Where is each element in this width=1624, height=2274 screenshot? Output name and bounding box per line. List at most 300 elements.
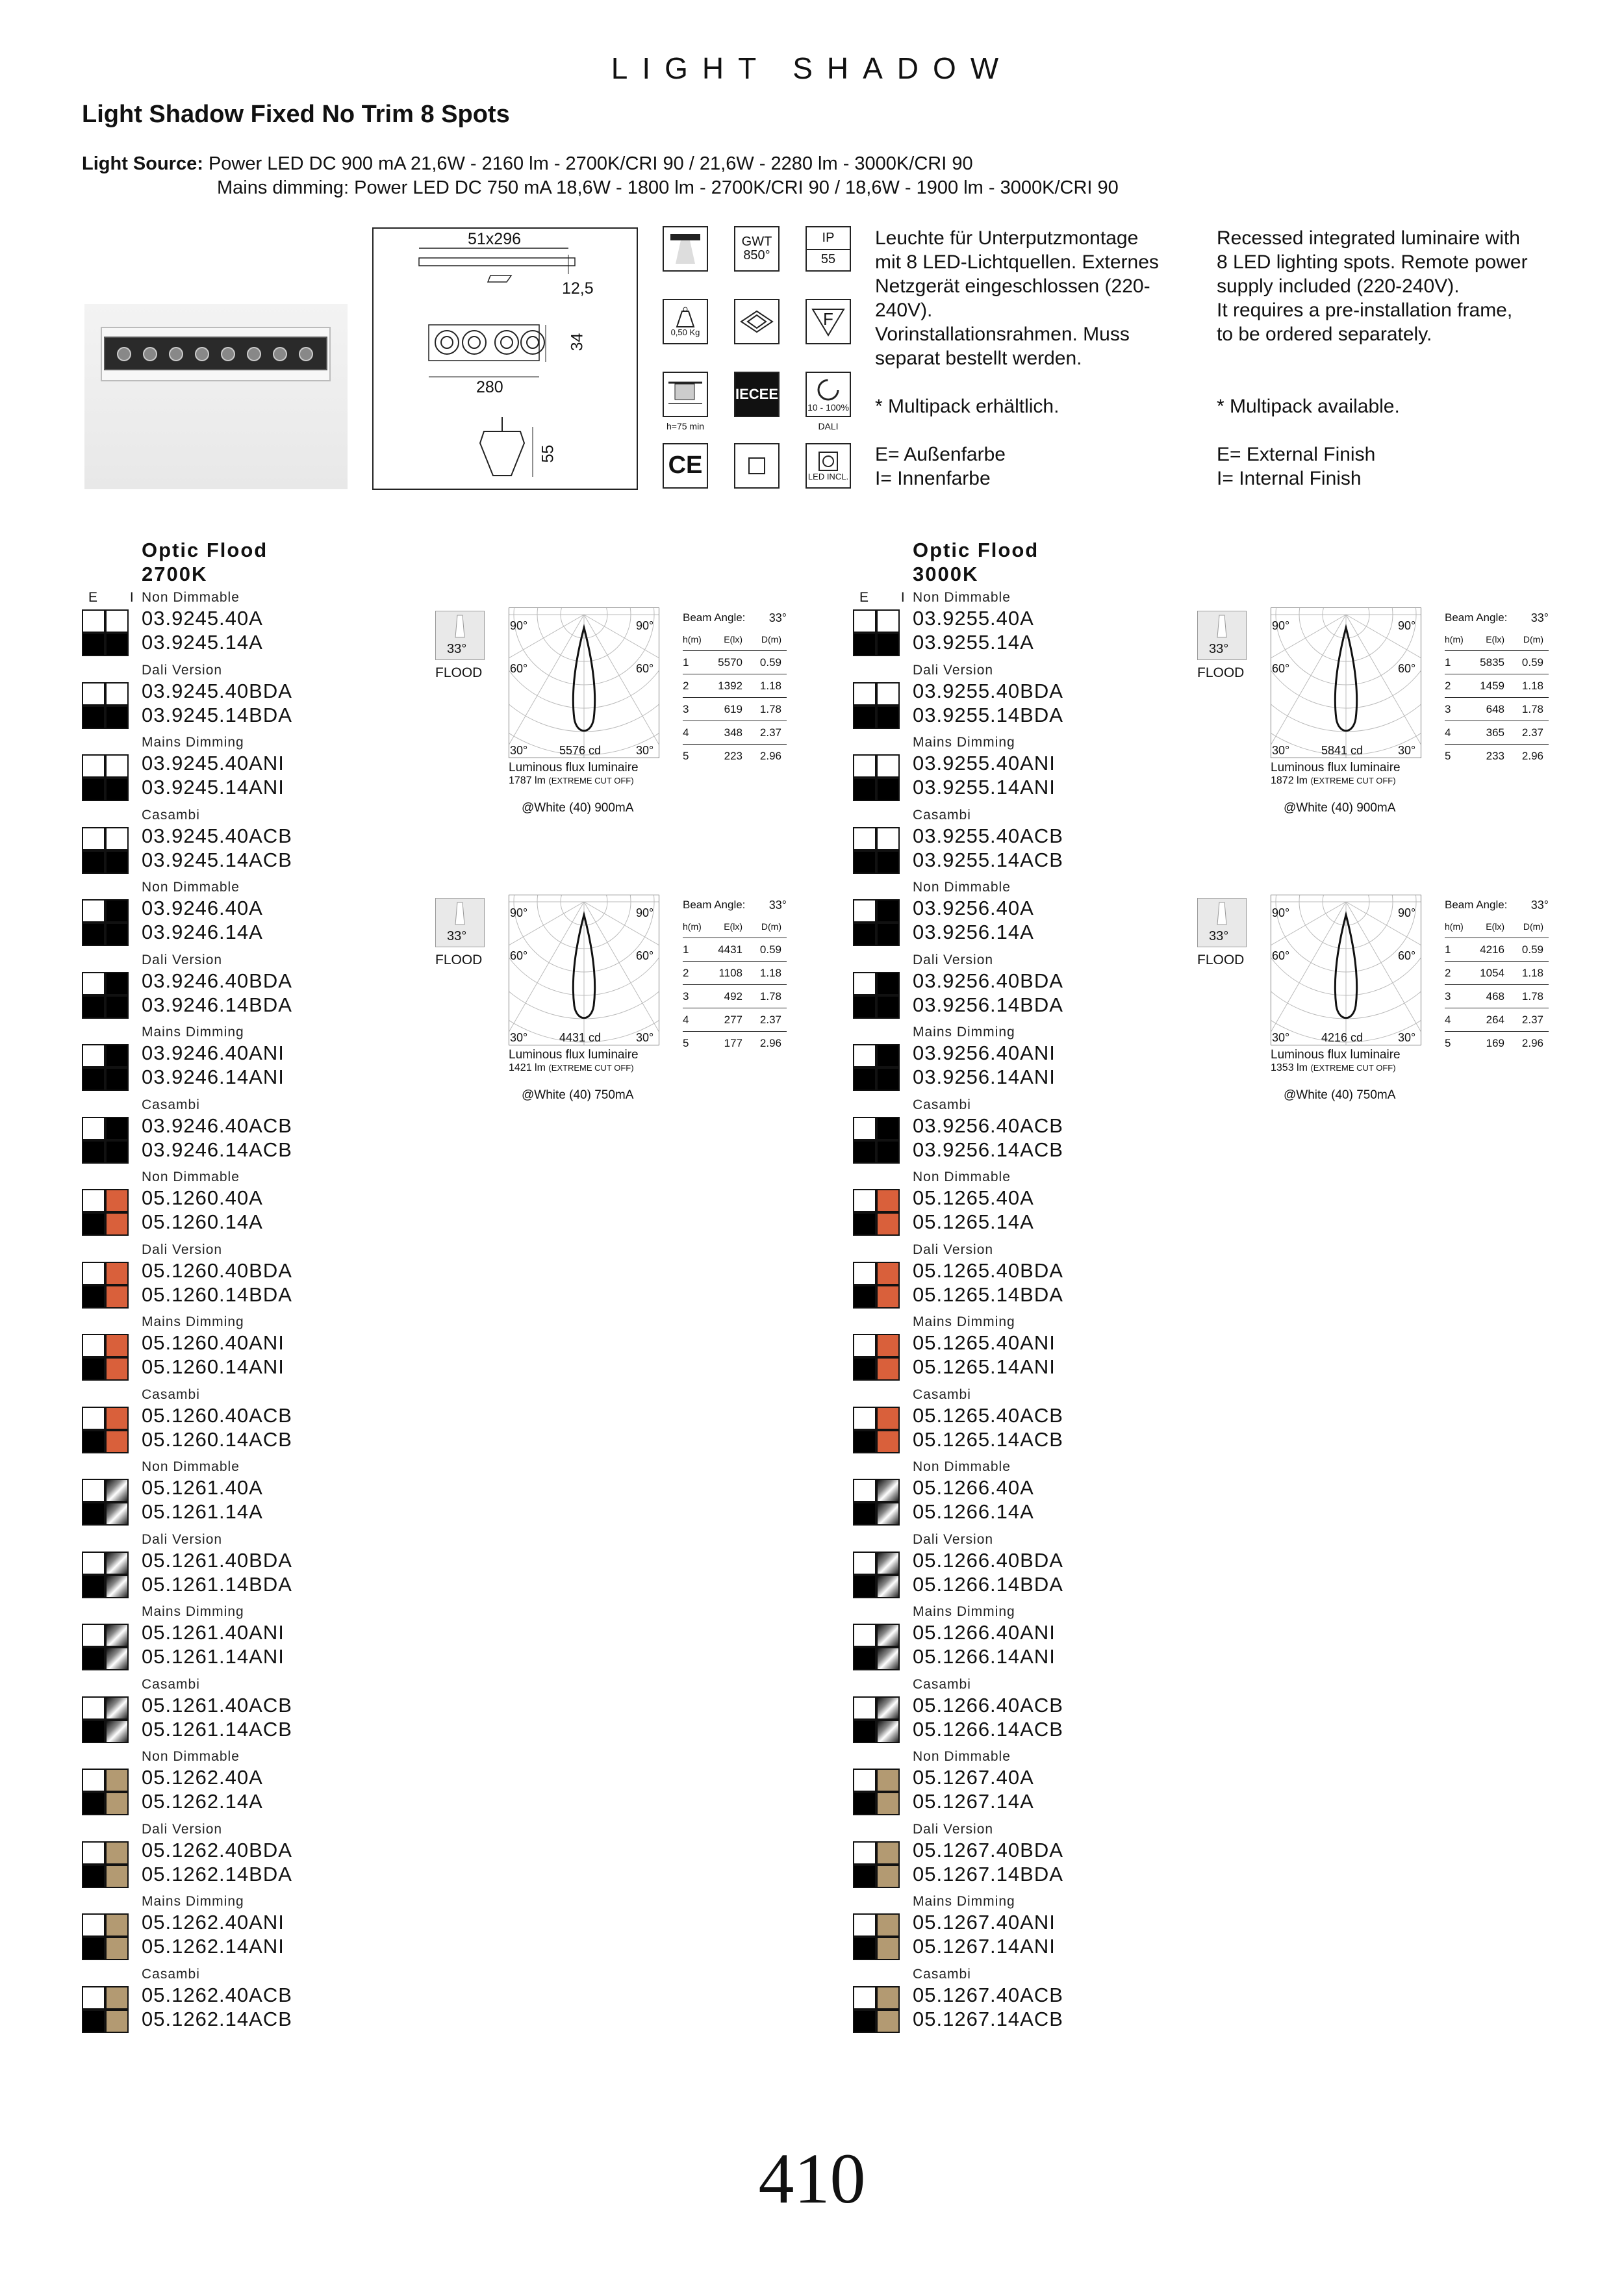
polar-angle-label: 90° [510,619,528,632]
product-code: 03.9255.40ACB [913,824,1063,847]
product-code: 05.1266.14BDA [913,1572,1063,1596]
product-code: 03.9256.40A [913,897,1034,919]
category-label: Non Dimmable [142,880,240,895]
external-finish-english: E= External Finish [1217,444,1376,465]
category-label: Mains Dimming [913,1604,1015,1619]
finish-swatch [82,609,105,633]
spot-icon [195,347,209,361]
product-code: 03.9256.14ANI [913,1066,1056,1088]
finish-swatch [853,1285,876,1309]
finish-swatch [876,1189,900,1212]
illuminance-table [683,895,787,1054]
finish-swatch [82,1067,105,1091]
light-source-text-1: Power LED DC 900 mA 21,6W - 2160 lm - 2700K/CRI 90 / 21,6W - 2280 lm - 3000K/CRI 90 [208,153,973,174]
product-code: 05.1267.14A [913,1790,1034,1813]
finish-swatch [105,1117,129,1140]
class-ii-icon [734,299,780,344]
finish-swatch [82,1212,105,1236]
flux-label: Luminous flux luminaire [509,1048,639,1062]
finish-swatch [105,1334,129,1357]
finish-swatch [876,1624,900,1647]
table-header-row [683,628,787,651]
table-row [1445,651,1549,674]
gwt-icon: GWT 850° [734,226,780,272]
flux-label: Luminous flux luminaire [1271,1048,1401,1062]
product-code: 03.9245.40BDA [142,679,292,702]
category-label: Casambi [913,1676,971,1692]
table-cell: 5 [683,1036,689,1049]
finish-swatch [853,706,876,729]
table-cell: 1.18 [1521,966,1543,979]
finish-swatch [82,2010,105,2033]
product-code: 03.9255.14BDA [913,703,1063,726]
category-label: Dali Version [142,952,223,967]
brand-title: LIGHT SHADOW [611,51,1013,85]
finish-swatch [82,1140,105,1164]
finish-swatch [105,1647,129,1670]
table-cell: 365 [1486,726,1504,739]
table-header-cell: E(lx) [1486,633,1504,645]
table-cell: 233 [1486,749,1504,762]
finish-swatch [82,923,105,946]
table-cell: 3 [683,990,689,1003]
description-line: supply included (220-240V). [1217,275,1460,297]
ip-value: 55 [807,249,850,266]
table-cell: 3 [1445,702,1451,715]
category-label: Mains Dimming [913,1025,1015,1040]
category-label: Mains Dimming [142,1314,244,1329]
table-cell: 4 [683,726,689,739]
product-code: 03.9245.40ACB [142,824,292,847]
finish-swatch [105,609,129,633]
iecee-icon: IECEE [734,372,780,417]
internal-finish-german: I= Innenfarbe [875,468,991,489]
table-cell: 0.59 [1521,656,1543,669]
finish-swatch [105,1552,129,1575]
flux-lumens: 1421 lm [509,1062,549,1073]
flux-lumens: 1787 lm [509,775,549,786]
polar-angle-label: 90° [1272,619,1290,632]
finish-swatch [853,1479,876,1502]
product-code: 05.1266.40A [913,1476,1034,1499]
description-english-text [1217,226,1528,346]
f-mark-letter: F [823,309,833,329]
finish-swatch [105,972,129,995]
finish-swatch [876,1986,900,2010]
finish-swatch [82,633,105,656]
product-code: 05.1267.40BDA [913,1838,1063,1861]
table-cell: 1.18 [1521,679,1543,692]
product-code: 05.1261.14A [142,1500,263,1523]
product-code: 05.1266.14ACB [913,1717,1063,1741]
ip-label: IP [822,231,835,245]
finish-swatch [853,995,876,1019]
table-row [1445,1008,1549,1032]
table-cell: 2 [683,966,689,979]
finish-swatch [853,850,876,874]
product-code: 05.1261.14ANI [142,1645,285,1668]
finish-swatch [876,1502,900,1526]
product-code: 05.1266.40BDA [913,1548,1063,1572]
finish-swatch [876,1407,900,1430]
finish-swatch [876,1067,900,1091]
finish-swatch [853,1792,876,1815]
finish-swatch [853,1044,876,1067]
polar-angle-label: 60° [510,662,528,675]
product-code: 03.9245.14ANI [142,776,285,798]
finish-swatch [82,1430,105,1453]
finish-swatch [105,1502,129,1526]
finish-swatch [876,1913,900,1937]
product-code: 03.9246.14A [142,921,263,943]
table-cell: 1.78 [1521,990,1543,1003]
product-code: 03.9246.40ANI [142,1041,285,1064]
table-cell: 0.59 [759,656,781,669]
table-cell: 223 [724,749,742,762]
multipack-german: * Multipack erhältlich. [875,396,1059,417]
product-code: 03.9246.40A [142,897,263,919]
category-label: Casambi [913,1966,971,1982]
finish-swatch [82,1624,105,1647]
finish-swatch [82,1189,105,1212]
table-cell: 1 [1445,943,1451,956]
table-cell: 3 [683,702,689,715]
finish-swatch [105,995,129,1019]
product-code: 05.1262.14BDA [142,1862,292,1885]
cutoff-label: (EXTREME CUT OFF) [1310,1063,1396,1073]
table-header-cell: D(m) [1523,633,1543,645]
finish-swatch [82,1986,105,2010]
finish-swatch [876,609,900,633]
finish-swatch [853,899,876,923]
table-cell: 5835 [1480,656,1504,669]
finish-swatch [82,1937,105,1960]
finish-swatch [105,2010,129,2033]
category-label: Non Dimmable [142,590,240,605]
finish-swatch [876,850,900,874]
finish-swatch [853,1841,876,1865]
table-cell: 2.96 [1521,1036,1543,1049]
table-cell: 468 [1486,990,1504,1003]
ei-header: E I [88,590,148,605]
table-cell: 1392 [718,679,742,692]
spot-icon [299,347,313,361]
product-code: 05.1267.40A [913,1766,1034,1789]
category-label: Mains Dimming [142,1025,244,1040]
polar-angle-label: 90° [510,906,528,919]
finish-swatch [853,633,876,656]
column-heading: Optic Flood [913,539,1039,561]
finish-swatch [105,923,129,946]
cutoff-label: (EXTREME CUT OFF) [548,1063,634,1073]
table-cell: 1108 [718,966,742,979]
finish-swatch [82,1696,105,1720]
beam-label: FLOOD [435,952,483,967]
table-cell: 169 [1486,1036,1504,1049]
table-row [1445,698,1549,721]
product-code: 05.1260.14BDA [142,1283,292,1306]
beam-angle-header [1445,895,1549,915]
finish-swatch [876,754,900,778]
finish-swatch [876,1937,900,1960]
category-label: Casambi [142,807,200,823]
table-header-cell: D(m) [761,633,781,645]
product-code: 05.1267.14ACB [913,2007,1063,2030]
product-code: 03.9256.40BDA [913,969,1063,992]
polar-angle-label: 60° [1398,662,1416,675]
product-code: 05.1267.40ACB [913,1983,1063,2006]
finish-swatch [105,1986,129,2010]
finish-swatch [82,1647,105,1670]
table-row [683,962,787,985]
product-code: 03.9256.40ANI [913,1041,1056,1064]
flux-value [509,775,634,787]
finish-swatch [876,1334,900,1357]
finish-swatch [82,1334,105,1357]
finish-swatch [853,923,876,946]
finish-swatch [82,1769,105,1792]
product-code: 05.1260.40ACB [142,1403,292,1427]
finish-swatch [105,1575,129,1598]
finish-swatch [853,1720,876,1743]
description-line: to be ordered separately. [1217,324,1432,345]
finish-swatch [876,1575,900,1598]
beam-angle-value: 33° [1530,898,1549,912]
peak-candela: 4216 cd [1321,1031,1364,1044]
finish-swatch [105,682,129,706]
table-header-cell: D(m) [761,921,781,932]
spot-icon [247,347,261,361]
table-cell: 348 [724,726,742,739]
category-label: Dali Version [913,662,994,678]
finish-swatch [105,1865,129,1888]
finish-swatch [853,2010,876,2033]
table-cell: 1 [1445,656,1451,669]
dimming-range-value: 10 - 100% [807,402,849,413]
finish-swatch [853,1189,876,1212]
category-label: Dali Version [142,1821,223,1837]
finish-swatch [82,682,105,706]
finish-swatch [876,1430,900,1453]
product-code: 05.1261.40A [142,1476,263,1499]
category-label: Casambi [913,1386,971,1402]
product-code: 03.9246.40BDA [142,969,292,992]
beam-angle-header [683,895,787,915]
table-cell: 4 [1445,1013,1451,1026]
table-cell: 1459 [1480,679,1504,692]
finish-swatch [876,633,900,656]
table-header-cell: E(lx) [1486,921,1504,932]
table-cell: 277 [724,1013,742,1026]
product-code: 05.1261.14BDA [142,1572,292,1596]
polar-angle-label: 60° [1272,662,1290,675]
category-label: Mains Dimming [913,1314,1015,1329]
finish-swatch [876,1357,900,1381]
spot-icon [169,347,183,361]
beam-angle-label: Beam Angle: [683,899,746,911]
table-cell: 0.59 [759,943,781,956]
product-code: 05.1267.14ANI [913,1935,1056,1958]
finish-swatch [82,1552,105,1575]
finish-swatch [853,972,876,995]
category-label: Dali Version [142,1242,223,1257]
f-mark-icon [806,299,851,344]
weight-icon [663,299,708,344]
product-code: 03.9256.14BDA [913,993,1063,1016]
finish-swatch [853,1117,876,1140]
finish-swatch [105,1937,129,1960]
polar-angle-label: 30° [1398,1031,1416,1044]
product-code: 03.9246.14ACB [142,1138,292,1161]
polar-angle-label: 30° [1272,1031,1290,1044]
test-condition: @White (40) 750mA [522,1088,634,1102]
product-code: 05.1265.40BDA [913,1258,1063,1282]
description-line: Leuchte für Unterputzmontage [875,227,1139,249]
product-code: 05.1265.40A [913,1186,1034,1209]
table-cell: 1.78 [1521,702,1543,715]
finish-swatch [876,1479,900,1502]
product-photo [84,304,348,489]
finish-swatch [853,1913,876,1937]
finish-swatch [105,1696,129,1720]
product-code: 05.1265.14BDA [913,1283,1063,1306]
category-label: Dali Version [913,952,994,967]
finish-swatch [105,1913,129,1937]
finish-swatch [853,827,876,850]
category-label: Casambi [142,1097,200,1112]
table-cell: 1.78 [759,702,781,715]
category-label: Non Dimmable [913,880,1011,895]
table-header-cell: h(m) [683,633,702,645]
table-row [1445,962,1549,985]
category-label: Non Dimmable [142,1749,240,1764]
table-cell: 1 [683,656,689,669]
table-header-cell: h(m) [683,921,702,932]
flux-lumens: 1872 lm [1271,775,1311,786]
product-code: 05.1260.40ANI [142,1331,285,1354]
flux-value [509,1062,634,1074]
product-code: 05.1262.14ACB [142,2007,292,2030]
finish-swatch [853,609,876,633]
beam-symbol: 33° [1209,642,1229,656]
table-cell: 1054 [1480,966,1504,979]
product-code: 05.1265.40ACB [913,1403,1063,1427]
table-cell: 2.37 [759,726,781,739]
finish-swatch [105,850,129,874]
dim-width: 51x296 [468,230,522,248]
product-code: 05.1261.14ACB [142,1717,292,1741]
product-code: 05.1262.40ANI [142,1911,285,1934]
finish-swatch [82,1575,105,1598]
technical-drawing [372,227,638,490]
table-cell: 1.78 [759,990,781,1003]
column-heading-cct: 2700K [142,563,208,585]
flux-value [1271,1062,1396,1074]
category-label: Dali Version [142,662,223,678]
finish-swatch [82,1407,105,1430]
product-code: 05.1260.40A [142,1186,263,1209]
finish-swatch [105,1189,129,1212]
finish-swatch [105,1769,129,1792]
finish-swatch [82,1285,105,1309]
finish-swatch [82,1502,105,1526]
spot-icon [273,347,287,361]
table-header-cell: D(m) [1523,921,1543,932]
description-line: mit 8 LED-Lichtquellen. Externes [875,251,1159,273]
cutoff-label: (EXTREME CUT OFF) [548,776,634,786]
led-incl-label: LED INCL. [807,472,849,482]
beam-symbol: 33° [447,642,467,656]
table-row [683,745,787,767]
category-label: Casambi [142,1386,200,1402]
table-cell: 4 [683,1013,689,1026]
category-label: Casambi [142,1966,200,1982]
polar-angle-label: 90° [636,906,654,919]
category-label: Non Dimmable [142,1169,240,1184]
polar-angle-label: 90° [636,619,654,632]
product-code: 03.9256.40ACB [913,1114,1063,1137]
table-cell: 1.18 [759,966,781,979]
product-code: 05.1261.40BDA [142,1548,292,1572]
table-header-row [683,915,787,938]
product-code: 03.9255.14A [913,631,1034,654]
product-code: 03.9246.40ACB [142,1114,292,1137]
peak-candela: 5841 cd [1321,744,1364,757]
flux-value [1271,775,1396,787]
finish-swatch [105,1212,129,1236]
product-code: 05.1261.40ANI [142,1621,285,1644]
finish-swatch [876,1117,900,1140]
product-code: 03.9255.40BDA [913,679,1063,702]
product-code: 03.9255.40A [913,607,1034,630]
table-header-cell: h(m) [1445,633,1464,645]
product-code: 03.9256.14ACB [913,1138,1063,1161]
downlight-icon [663,226,708,272]
beam-label: FLOOD [1197,952,1245,967]
cut-caption: h=75 min [666,421,704,431]
dim-height: 34 [568,333,587,351]
finish-swatch [876,1552,900,1575]
polar-angle-label: 90° [1398,619,1416,632]
finish-swatch [105,754,129,778]
polar-angle-label: 30° [1398,744,1416,757]
table-cell: 2.96 [759,1036,781,1049]
finish-swatch [105,827,129,850]
polar-angle-label: 90° [1398,906,1416,919]
illuminance-table [683,608,787,767]
ei-header: E I [859,590,919,605]
finish-swatch [876,899,900,923]
description-line: It requires a pre-installation frame, [1217,300,1513,321]
category-label: Mains Dimming [913,735,1015,750]
illuminance-table [1445,608,1549,767]
page-number: 410 [758,2139,866,2218]
category-label: Dali Version [913,1242,994,1257]
dali-caption: DALI [818,421,839,431]
table-row [1445,1032,1549,1054]
description-line: separat bestellt werden. [875,348,1082,369]
finish-swatch [876,1696,900,1720]
category-label: Non Dimmable [142,1459,240,1474]
test-condition: @White (40) 900mA [1284,801,1396,815]
finish-swatch [82,1357,105,1381]
table-cell: 5570 [718,656,742,669]
table-cell: 5 [1445,749,1451,762]
column-heading-cct: 3000K [913,563,979,585]
table-row [1445,985,1549,1008]
description-german [875,226,1159,491]
finish-swatch [876,706,900,729]
